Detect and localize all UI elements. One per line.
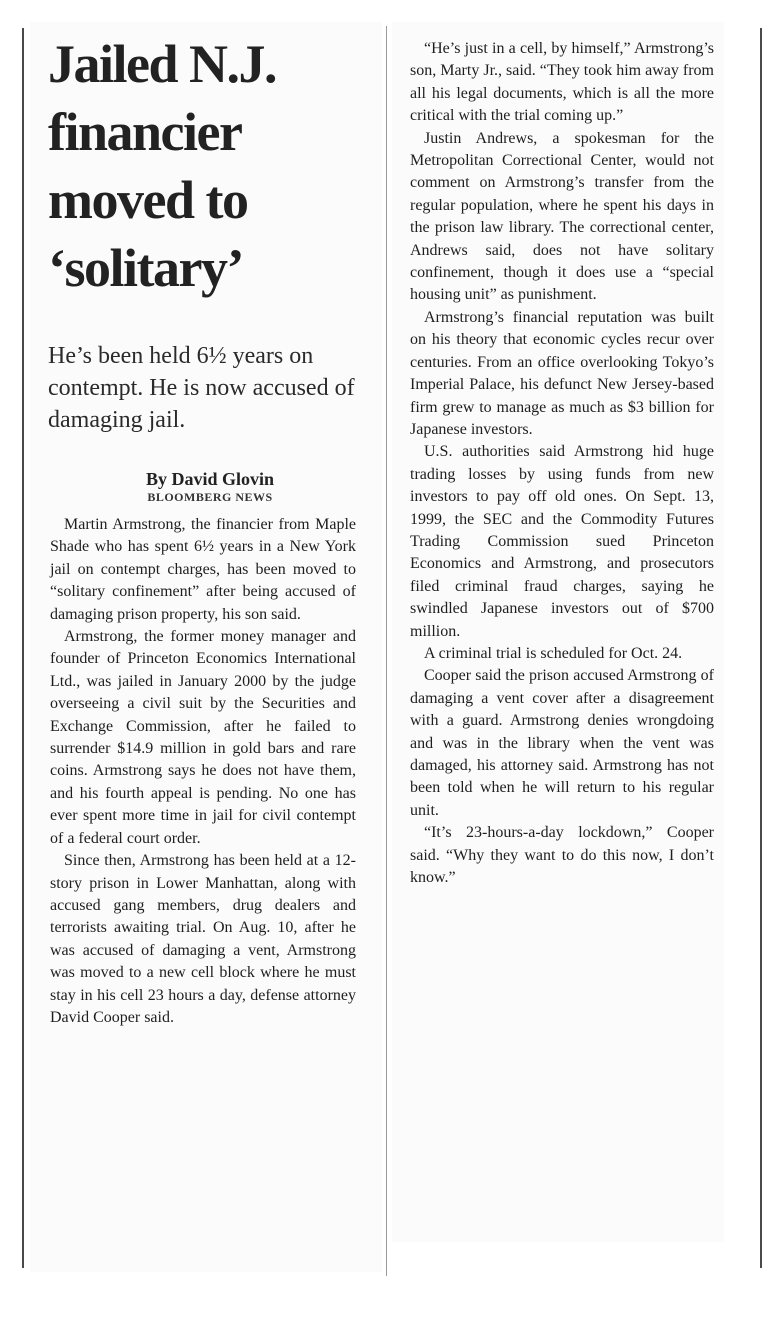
paragraph: Since then, Armstrong has been held at a 12-story prison in Lower Manhattan, along with accused gang members, drug dealers and terrorists awaiting trial. On Aug. 10, after he was accused of damaging a vent, Armstrong was moved to a new cell block where he must stay in his cell 23 hours a day, defense attorney David Cooper said.: [50, 852, 356, 1026]
byline-author: By David Glovin: [145, 469, 275, 489]
paragraph: U.S. authorities said Armstrong hid huge trading losses by using funds from new investors to pay off old ones. On Sept. 13, 1999, the SEC and the Commodity Futures Trading Commission sued Princeton Economics and Armstrong, and prosecutors filed criminal fraud charges, saying he swindled Japanese investors out of $700 million.: [410, 443, 714, 640]
article-deck: He’s been held 6½ years on contempt. He is now accused of damaging jail.: [48, 343, 355, 433]
article-body-right-column: [410, 38, 714, 889]
right-margin-rule: [760, 28, 762, 1268]
paragraph: Armstrong, the former money manager and founder of Princeton Economics International Ltd., was jailed in January 2000 by the judge overseeing a civil suit by the Securities and Exchange Commission, after he failed to surrender $14.9 million in gold bars and rare coins. Armstrong says he does not have them, and his fourth appeal is pending. No one has ever spent more time in jail for civil contempt of a federal court order.: [50, 628, 356, 847]
paragraph: “He’s just in a cell, by himself,” Armstrong’s son, Marty Jr., said. “They took him away from all his legal documents, which is all the more critical with the trial coming up.”: [410, 40, 714, 125]
paragraph: Justin Andrews, a spokesman for the Metropolitan Correctional Center, would not comment on Armstrong’s transfer from the regular population, where he spent his days in the prison law library. The correctional center, Andrews said, does not have solitary confinement, though it does use a “special housing unit” as punishment.: [410, 129, 714, 304]
paragraph: Armstrong’s financial reputation was built on his theory that economic cycles recur over centuries. From an office overlooking Tokyo’s Imperial Palace, his defunct New Jersey-based firm grew to manage as much as $3 billion for Japanese investors.: [410, 308, 714, 438]
paragraph: A criminal trial is scheduled for Oct. 24.: [424, 644, 683, 662]
byline-agency: BLOOMBERG NEWS: [147, 490, 273, 504]
article-body-left-column: [50, 514, 356, 1029]
paragraph: Martin Armstrong, the financier from Maple Shade who has spent 6½ years in a New York jail on contempt charges, has been moved to “solitary confinement” after being accused of damaging prison property, his son said.: [50, 516, 356, 623]
paragraph: “It’s 23-hours-a-day lockdown,” Cooper said. “Why they want to do this now, I don’t know.”: [410, 824, 714, 887]
left-margin-rule: [22, 28, 24, 1268]
article-headline: Jailed N.J. financier moved to ‘solitary’: [48, 34, 277, 298]
column-separator: [386, 26, 387, 1276]
article-byline: [100, 468, 320, 504]
paragraph: Cooper said the prison accused Armstrong of damaging a vent cover after a disagreement with a guard. Armstrong denies wrongdoing and was in the library when the vent was damaged, his attorney said. Armstrong has not been told when he will return to his regular unit.: [410, 667, 714, 819]
